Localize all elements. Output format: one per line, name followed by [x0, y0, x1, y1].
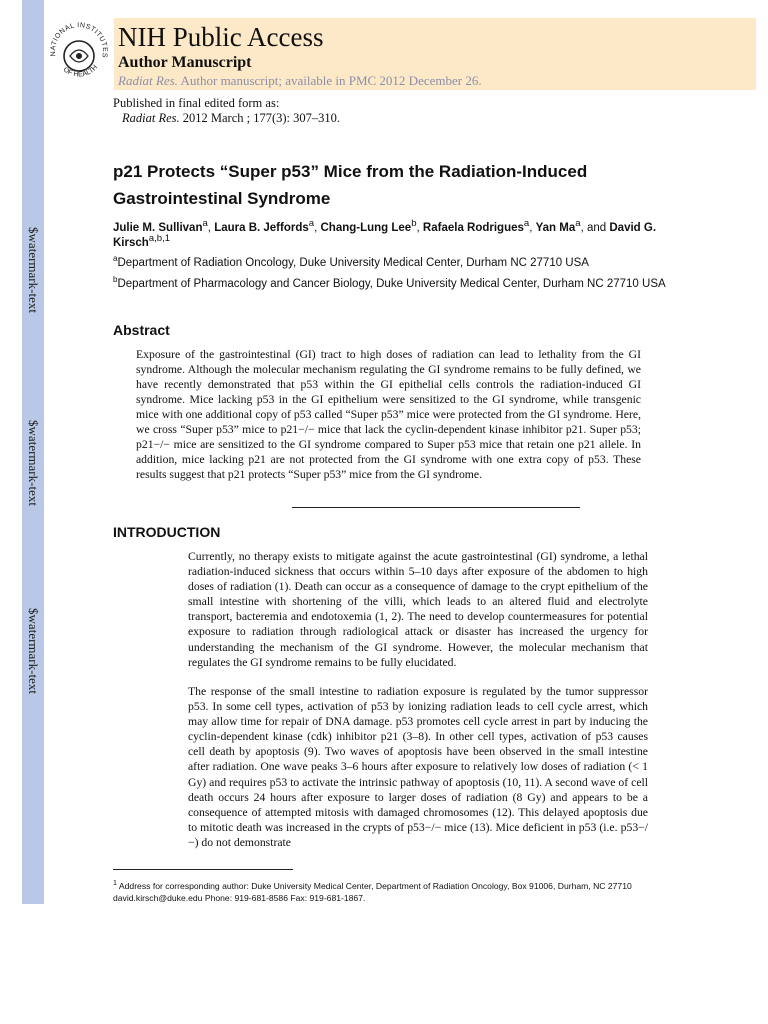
author-name: David G. Kirsch [113, 222, 657, 249]
author-affiliation-mark: a [308, 218, 315, 230]
nih-public-access-title: NIH Public Access [118, 22, 324, 52]
author-affiliation-mark: a,b,1 [148, 233, 171, 245]
watermark-3: $watermark-text [26, 608, 41, 694]
abstract-text: Exposure of the gastrointestinal (GI) tract to high doses of radiation can lead to lethality from the GI syndrome. Although the molecular mechanism regulating the GI syndrome remains to be fully defined, we have recently demonstrated that p53 within the GI epithelial cells controls the radiation-induced GI syndrome. Mice lacking p53 in the GI epithelium were sensitized to the GI syndrome, while transgenic mice with one additional copy of p53 called “Super p53” mice were protected from the GI syndrome. Here, we cross “Super p53” mice to p21−/− mice that lack the cyclin-dependent kinase inhibitor p21. Super p53; p21−/− mice are sensitized to the GI syndrome compared to Super p53 mice that retain one p21 allele. In addition, mice lacking p21 are not protected from the GI syndrome with one extra copy of p53. These results suggest that p21 protects “Super p53” mice from the GI syndrome. [136, 348, 641, 481]
footnote-text: Address for corresponding author: Duke University Medical Center, Department of Radiation Oncology, Box 91006, Durham, NC 27710 david.kirsch@duke.edu Phone: 919-681-8586 Fax: 919-681-1867. [113, 881, 632, 903]
affiliation-mark: b [113, 275, 118, 285]
footnote-mark: 1 [113, 879, 117, 888]
citation-journal: Radiat Res. [122, 111, 180, 125]
author-name: Laura B. Jeffords [214, 222, 309, 234]
citation-details: 2012 March ; 177(3): 307–310. [182, 111, 341, 125]
affiliation-mark: a [113, 254, 118, 264]
article-title: p21 Protects “Super p53” Mice from the Radiation-Induced Gastrointestinal Syndrome [113, 162, 588, 208]
affiliation-text: Department of Pharmacology and Cancer Biology, Duke University Medical Center, Durham NC 27710 USA [117, 278, 666, 290]
watermark-2: $watermark-text [26, 420, 41, 506]
svg-text:OF HEALTH: OF HEALTH [61, 64, 100, 79]
author-affiliation-mark: b [411, 218, 417, 230]
availability-journal: Radiat Res. [118, 73, 178, 88]
author-affiliation-mark: a [575, 218, 581, 230]
author-separator: , [314, 222, 321, 234]
intro-paragraph-2: The response of the small intestine to radiation exposure is regulated by the tumor suppressor p53. In some cell types, activation of p53 by ionizing radiation leads to cell cycle arrest, which may allow time for repair of DNA damage. p53 promotes cell cycle arrest in part by inducing the cyclin-dependent kinase (cdk) inhibitor p21 (3–8). In other cell types, activation of p53 causes cell death by apoptosis (9). Two waves of apoptosis have been observed in the small intestine after radiation. One wave peaks 3–6 hours after exposure to relatively low doses of radiation (< 1 Gy) and requires p53 to activate the intrinsic pathway of apoptosis (10, 11). A second wave of cell death occurs 24 hours after exposure to larger doses of radiation (8 Gy) and appears to be a consequence of attempted mitosis with damaged chromosomes (12). This delayed apoptosis due to mitotic death was increased in the crypts of p53−/− mice (13). Mice deficient in p53 (i.e. p53−/−) do not demonstrate [188, 685, 648, 849]
author-separator: , [416, 222, 423, 234]
introduction-heading: INTRODUCTION [113, 524, 221, 540]
affiliation-text: Department of Radiation Oncology, Duke University Medical Center, Durham NC 27710 USA [117, 257, 589, 269]
author-name: Julie M. Sullivan [113, 222, 203, 234]
footnote [113, 881, 653, 904]
footnote-divider [113, 869, 293, 870]
affiliation-b [113, 277, 673, 292]
author-separator: , [529, 222, 536, 234]
affiliation-a [113, 256, 673, 271]
intro-paragraph-1: Currently, no therapy exists to mitigate against the acute gastrointestinal (GI) syndrome, a lethal radiation-induced sickness that occurs within 5–10 days after exposure of the abdomen to high doses of radiation (1). Death can occur as a consequence of damage to the crypt epithelium of the small intestine with shortening of the villi, which leads to an altered fluid and electrolyte transport, bacteremia and endotoxemia (1, 2). The need to develop countermeasures for potential exposure to radiation through radiological attack or disaster has increased the urgency for understanding the mechanism of the GI syndrome. However, the molecular mechanism that regulates the GI syndrome remains to be fully elucidated. [188, 550, 648, 669]
author-affiliation-mark: a [523, 218, 530, 230]
abstract-heading: Abstract [113, 322, 170, 338]
section-divider [292, 507, 580, 508]
author-list [113, 218, 673, 251]
published-label: Published in final edited form as: [113, 96, 280, 110]
watermark-1: $watermark-text [26, 227, 41, 313]
published-citation [122, 111, 340, 126]
nih-seal-icon [44, 18, 114, 90]
author-affiliation-mark: a [202, 218, 208, 230]
author-name: Chang-Lung Lee [320, 222, 412, 234]
availability-text: Author manuscript; available in PMC 2012 December 26. [180, 73, 482, 88]
author-name: Yan Ma [535, 222, 576, 234]
nih-logo [44, 18, 114, 90]
author-separator: , and [580, 222, 610, 234]
author-name: Rafaela Rodrigues [422, 222, 524, 234]
author-separator: , [207, 222, 215, 234]
availability-line [118, 73, 482, 89]
svg-text:NATIONAL INSTITUTES: NATIONAL INSTITUTES [49, 22, 109, 59]
author-manuscript-label: Author Manuscript [118, 54, 252, 71]
